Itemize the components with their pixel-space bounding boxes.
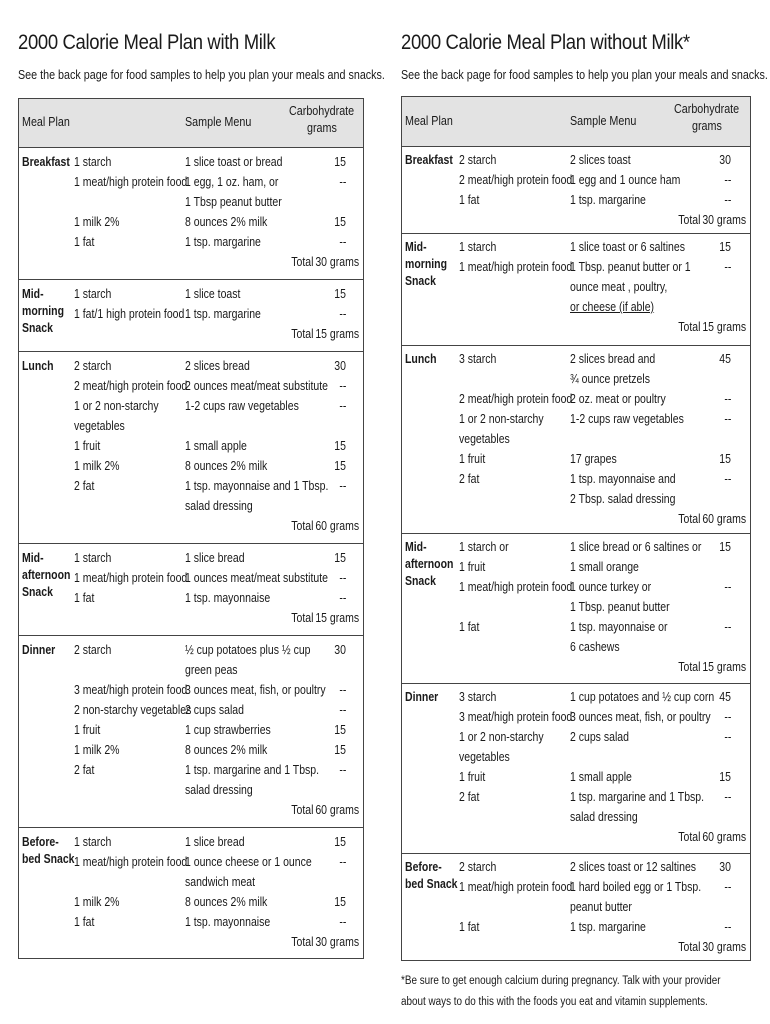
menu-cell: 1 cup potatoes and ½ cup corn [570, 690, 715, 704]
plan-cell: 1 starch [74, 835, 112, 849]
plan-cell: 1 starch or [459, 540, 509, 554]
total-value: 15 grams [702, 660, 746, 674]
plan-cell: 1 fat [459, 620, 480, 634]
total-label: Total [677, 320, 700, 334]
grams-cell: 45 [719, 352, 731, 366]
plan-cell: 1 meat/high protein food [74, 855, 188, 869]
page-title: 2000 Calorie Meal Plan with Milk [18, 30, 276, 54]
table-row [402, 150, 750, 170]
plan-cell: 1 fruit [459, 452, 486, 466]
total-value: 30 grams [315, 935, 359, 949]
total-row [19, 324, 363, 344]
grams-cell: -- [339, 763, 346, 777]
header-grams: grams [307, 121, 337, 135]
plan-cell: 1 milk 2% [74, 215, 120, 229]
grams-cell: 30 [719, 860, 731, 874]
grams-cell: -- [339, 235, 346, 249]
table-row [19, 760, 363, 780]
grams-cell: 15 [334, 287, 346, 301]
total-label: Total [677, 512, 700, 526]
menu-cell: ¾ ounce pretzels [570, 372, 650, 386]
table-row [402, 557, 750, 577]
total-value: 15 grams [315, 611, 359, 625]
menu-cell: 2 cups salad [185, 703, 244, 717]
table-row [402, 597, 750, 617]
menu-cell: 8 ounces 2% milk [185, 459, 268, 473]
meal-section [19, 636, 363, 828]
table-row [19, 476, 363, 496]
menu-cell: 1 tsp. margarine [570, 920, 646, 934]
table-row [402, 190, 750, 210]
menu-cell: 1 slice bread or 6 saltines or [570, 540, 702, 554]
menu-cell: 3 ounces meat, fish, or poultry [570, 710, 711, 724]
menu-cell: 1 tsp. margarine [185, 307, 261, 321]
table-row [19, 660, 363, 680]
meal-name: Before- bed Snack [22, 835, 75, 866]
menu-cell: 2 slices toast or 12 saltines [570, 860, 697, 874]
table-row [402, 577, 750, 597]
menu-cell: 1 egg, 1 oz. ham, or [185, 175, 279, 189]
menu-cell: 1 slice bread [185, 551, 245, 565]
menu-cell: 1 slice toast [185, 287, 241, 301]
grams-cell: 15 [334, 439, 346, 453]
grams-cell: -- [339, 307, 346, 321]
total-row [19, 252, 363, 272]
menu-cell: ½ cup potatoes plus ½ cup [185, 643, 311, 657]
grams-cell: -- [339, 399, 346, 413]
grams-cell: 15 [334, 215, 346, 229]
grams-cell: -- [339, 683, 346, 697]
header-meal-plan: Meal Plan [405, 113, 453, 128]
menu-cell: 1 cup strawberries [185, 723, 271, 737]
plan-cell: 1 milk 2% [74, 895, 120, 909]
menu-cell: 17 grapes [570, 452, 617, 466]
menu-cell: 2 slices bread and [570, 352, 656, 366]
total-row [402, 317, 750, 337]
table-row [19, 680, 363, 700]
grams-cell: 15 [719, 240, 731, 254]
meal-section [19, 828, 363, 958]
total-label: Total [290, 803, 313, 817]
meal-name: Breakfast [22, 155, 70, 169]
table-row [19, 720, 363, 740]
plan-cell: 2 meat/high protein food [74, 379, 188, 393]
grams-cell: 15 [719, 770, 731, 784]
grams-cell: -- [339, 703, 346, 717]
total-row [402, 937, 750, 957]
table-row [402, 429, 750, 449]
table-header [19, 99, 363, 148]
footnote: *Be sure to get enough calcium during pregnancy. Talk with your provider about ways to do this with the foods you eat and vitamin supplements. [401, 975, 721, 1008]
meal-name: Lunch [22, 359, 54, 373]
header-meal-plan: Meal Plan [22, 115, 70, 129]
meal-section [19, 544, 363, 636]
table-row [402, 707, 750, 727]
total-label: Total [290, 255, 313, 269]
plan-cell: 1 starch [74, 287, 112, 301]
table-row [19, 568, 363, 588]
meal-name: Dinner [405, 690, 439, 704]
plan-cell: 1 or 2 non-starchy [459, 412, 544, 426]
plan-cell: 3 meat/high protein food [74, 683, 188, 697]
grams-cell: -- [724, 730, 731, 744]
plan-cell: 1 meat/high protein food [74, 571, 188, 585]
menu-cell: salad dressing [570, 810, 638, 824]
table-row [19, 436, 363, 456]
plan-cell: 2 non-starchy vegetables [74, 703, 192, 717]
page-subtitle: See the back page for food samples to help you plan your meals and snacks. [401, 68, 768, 82]
total-row [402, 827, 750, 847]
page-subtitle: See the back page for food samples to help you plan your meals and snacks. [18, 68, 385, 82]
plan-cell: 1 fat [74, 915, 95, 929]
table-row [402, 469, 750, 489]
table-row [402, 767, 750, 787]
table-row [402, 489, 750, 509]
plan-cell: 2 starch [74, 643, 112, 657]
menu-cell: 1 hard boiled egg or 1 Tbsp. [570, 880, 702, 894]
grams-cell: -- [339, 855, 346, 869]
grams-cell: 15 [334, 723, 346, 737]
plan-cell: 2 fat [74, 479, 95, 493]
header-carbohydrate: Carbohydrate [674, 102, 740, 116]
grams-cell: -- [724, 920, 731, 934]
plan-cell: 3 meat/high protein food [459, 710, 573, 724]
grams-cell: -- [724, 392, 731, 406]
table-row [402, 277, 750, 297]
plan-cell: 1 fat/1 high protein food [74, 307, 185, 321]
total-label: Total [677, 830, 700, 844]
plan-cell: 1 fruit [459, 770, 486, 784]
table-row [19, 456, 363, 476]
menu-cell: 1 tsp. mayonnaise [185, 591, 271, 605]
grams-cell: -- [724, 412, 731, 426]
plan-cell: 1 meat/high protein food [459, 580, 573, 594]
plan-cell: 1 starch [74, 155, 112, 169]
total-value: 30 grams [315, 255, 359, 269]
menu-cell: 2 oz. meat or poultry [570, 392, 666, 406]
grams-cell: 15 [334, 835, 346, 849]
table-row [402, 857, 750, 877]
table-row [402, 687, 750, 707]
grams-cell: -- [724, 260, 731, 274]
plan-cell: 1 or 2 non-starchy [74, 399, 159, 413]
total-row [19, 800, 363, 820]
menu-cell: 6 cashews [570, 640, 620, 654]
plan-cell: 2 fat [459, 790, 480, 804]
plan-cell: 1 or 2 non-starchy [459, 730, 544, 744]
grams-cell: -- [339, 591, 346, 605]
menu-cell: 1 tsp. mayonnaise and [570, 472, 676, 486]
table-row [402, 787, 750, 807]
meal-name: Breakfast [405, 153, 453, 167]
menu-cell: 2 Tbsp. salad dressing [570, 492, 676, 506]
meal-name: Mid- morning Snack [22, 287, 64, 335]
menu-cell: 1 small orange [570, 560, 639, 574]
table-row [19, 396, 363, 416]
table-row [19, 740, 363, 760]
meal-section [402, 147, 750, 234]
menu-cell: sandwich meat [185, 875, 256, 889]
menu-cell: 1 tsp. mayonnaise or [570, 620, 668, 634]
header-grams: grams [692, 119, 722, 133]
plan-cell: 1 milk 2% [74, 459, 120, 473]
table-row [402, 637, 750, 657]
table-row [19, 172, 363, 192]
plan-cell: 1 milk 2% [74, 743, 120, 757]
table-row [402, 257, 750, 277]
total-label: Total [677, 213, 700, 227]
meal-name: Dinner [22, 643, 56, 657]
total-row [19, 516, 363, 536]
menu-cell: 1 egg and 1 ounce ham [570, 173, 681, 187]
menu-cell: 1 slice toast or 6 saltines [570, 240, 685, 254]
header-carbohydrate: Carbohydrate [289, 104, 355, 118]
menu-cell: 2 slices toast [570, 153, 631, 167]
table-row [19, 640, 363, 660]
menu-cell: salad dressing [185, 783, 253, 797]
menu-cell: 1-2 cups raw vegetables [185, 399, 299, 413]
grams-cell: -- [724, 173, 731, 187]
plan-cell: 1 meat/high protein food [459, 880, 573, 894]
total-label: Total [677, 660, 700, 674]
table-row [402, 917, 750, 937]
plan-cell: 1 fruit [74, 723, 101, 737]
grams-cell: 45 [719, 690, 731, 704]
grams-cell: -- [339, 379, 346, 393]
menu-cell: 1 tsp. margarine and 1 Tbsp. [570, 790, 705, 804]
menu-cell: 1 tsp. mayonnaise [185, 915, 271, 929]
menu-cell: 8 ounces 2% milk [185, 895, 268, 909]
plan-cell: 2 starch [459, 860, 497, 874]
meal-section [402, 234, 750, 346]
menu-cell: 1 tsp. margarine [185, 235, 261, 249]
table-row [402, 369, 750, 389]
total-value: 30 grams [702, 940, 746, 954]
table-row [19, 152, 363, 172]
grams-cell: 15 [334, 155, 346, 169]
plan-cell: 1 fat [459, 193, 480, 207]
table-row [19, 376, 363, 396]
table-row [402, 449, 750, 469]
grams-cell: -- [724, 580, 731, 594]
total-label: Total [290, 519, 313, 533]
grams-cell: 30 [334, 643, 346, 657]
meal-plan-table [18, 98, 364, 959]
menu-cell: 1 ounces meat/meat substitute [185, 571, 328, 585]
menu-cell: 8 ounces 2% milk [185, 215, 268, 229]
plan-cell: 1 fruit [459, 560, 486, 574]
total-row [19, 608, 363, 628]
grams-cell: 15 [719, 540, 731, 554]
plan-cell: 1 meat/high protein food [74, 175, 188, 189]
table-row [19, 232, 363, 252]
menu-cell: 1 Tbsp peanut butter [185, 195, 282, 209]
table-row [19, 700, 363, 720]
total-label: Total [290, 611, 313, 625]
table-row [19, 416, 363, 436]
meal-section [402, 346, 750, 534]
table-row [19, 912, 363, 932]
menu-cell: 1 tsp. margarine and 1 Tbsp. [185, 763, 320, 777]
plan-cell: 1 meat/high protein food [459, 260, 573, 274]
grams-cell: 30 [719, 153, 731, 167]
table-row [402, 297, 750, 317]
header-sample-menu: Sample Menu [185, 115, 252, 129]
total-row [402, 509, 750, 529]
plan-cell: 3 starch [459, 352, 497, 366]
meal-section [402, 854, 750, 960]
meal-section [19, 280, 363, 352]
table-row [19, 832, 363, 852]
grams-cell: -- [724, 620, 731, 634]
grams-cell: 15 [719, 452, 731, 466]
plan-cell: 1 fruit [74, 439, 101, 453]
table-row [19, 892, 363, 912]
plan-cell: vegetables [74, 419, 125, 433]
plan-cell: 1 fat [74, 235, 95, 249]
meal-name: Mid- afternoon Snack [405, 540, 454, 588]
total-row [402, 210, 750, 230]
grams-cell: 15 [334, 459, 346, 473]
table-row [402, 349, 750, 369]
plan-cell: 2 meat/high protein food [459, 173, 573, 187]
table-row [402, 747, 750, 767]
meal-section [19, 352, 363, 544]
table-row [402, 409, 750, 429]
total-value: 60 grams [315, 803, 359, 817]
meal-name: Mid- morning Snack [405, 240, 447, 288]
total-value: 60 grams [702, 512, 746, 526]
plan-cell: 1 starch [459, 240, 497, 254]
table-row [402, 897, 750, 917]
table-row [19, 872, 363, 892]
plan-cell: 2 starch [74, 359, 112, 373]
grams-cell: -- [339, 915, 346, 929]
table-row [402, 727, 750, 747]
total-label: Total [677, 940, 700, 954]
total-row [19, 932, 363, 952]
table-row [19, 356, 363, 376]
meal-plan-table [401, 96, 751, 961]
menu-cell: green peas [185, 663, 238, 677]
menu-cell: 1 Tbsp. peanut butter or 1 [570, 260, 691, 274]
menu-cell: 1-2 cups raw vegetables [570, 412, 684, 426]
menu-cell: 1 Tbsp. peanut butter [570, 600, 670, 614]
total-value: 30 grams [702, 213, 746, 227]
menu-cell: 1 small apple [570, 770, 632, 784]
table-row [19, 852, 363, 872]
table-row [19, 192, 363, 212]
menu-cell: 1 tsp. mayonnaise and 1 Tbsp. [185, 479, 329, 493]
total-value: 15 grams [315, 327, 359, 341]
menu-cell: salad dressing [185, 499, 253, 513]
plan-cell: vegetables [459, 432, 510, 446]
plan-cell: 2 fat [74, 763, 95, 777]
menu-cell: 1 tsp. margarine [570, 193, 646, 207]
grams-cell: -- [724, 193, 731, 207]
header-sample-menu: Sample Menu [570, 113, 637, 128]
meal-name: Before- bed Snack [405, 860, 458, 891]
meal-name: Mid- afternoon Snack [22, 551, 71, 599]
grams-cell: -- [339, 175, 346, 189]
menu-cell: 1 ounce cheese or 1 ounce [185, 855, 312, 869]
grams-cell: -- [339, 479, 346, 493]
menu-cell: 2 slices bread [185, 359, 250, 373]
table-row [19, 548, 363, 568]
meal-name: Lunch [405, 352, 437, 366]
table-row [19, 304, 363, 324]
table-header [402, 97, 750, 147]
table-row [19, 284, 363, 304]
total-label: Total [290, 327, 313, 341]
table-row [19, 496, 363, 516]
table-row [19, 212, 363, 232]
table-row [402, 537, 750, 557]
menu-cell: 1 slice bread [185, 835, 245, 849]
plan-cell: 1 starch [74, 551, 112, 565]
meal-section [402, 684, 750, 854]
table-row [402, 389, 750, 409]
page-title: 2000 Calorie Meal Plan without Milk* [401, 30, 690, 54]
grams-cell: 30 [334, 359, 346, 373]
grams-cell: 15 [334, 895, 346, 909]
table-row [402, 807, 750, 827]
total-label: Total [290, 935, 313, 949]
menu-cell: 1 ounce turkey or [570, 580, 652, 594]
meal-section [19, 148, 363, 280]
grams-cell: -- [724, 880, 731, 894]
grams-cell: -- [724, 790, 731, 804]
total-value: 60 grams [702, 830, 746, 844]
total-row [402, 657, 750, 677]
grams-cell: 15 [334, 551, 346, 565]
table-row [402, 877, 750, 897]
grams-cell: -- [339, 571, 346, 585]
plan-cell: 1 fat [74, 591, 95, 605]
table-row [19, 588, 363, 608]
menu-cell: 8 ounces 2% milk [185, 743, 268, 757]
menu-cell: or cheese (if able) [570, 300, 655, 314]
plan-cell: 2 fat [459, 472, 480, 486]
plan-cell: vegetables [459, 750, 510, 764]
menu-cell: 1 small apple [185, 439, 247, 453]
total-value: 15 grams [702, 320, 746, 334]
table-row [19, 780, 363, 800]
menu-cell: 2 ounces meat/meat substitute [185, 379, 328, 393]
menu-cell: ounce meat , poultry, [570, 280, 668, 294]
menu-cell: 1 slice toast or bread [185, 155, 283, 169]
plan-cell: 2 starch [459, 153, 497, 167]
menu-cell: 2 cups salad [570, 730, 629, 744]
plan-cell: 2 meat/high protein food [459, 392, 573, 406]
grams-cell: -- [724, 710, 731, 724]
menu-cell: peanut butter [570, 900, 632, 914]
total-value: 60 grams [315, 519, 359, 533]
table-row [402, 237, 750, 257]
table-row [402, 617, 750, 637]
meal-section [402, 534, 750, 684]
plan-cell: 1 fat [459, 920, 480, 934]
table-row [402, 170, 750, 190]
grams-cell: 15 [334, 743, 346, 757]
grams-cell: -- [724, 472, 731, 486]
plan-cell: 3 starch [459, 690, 497, 704]
menu-cell: 3 ounces meat, fish, or poultry [185, 683, 326, 697]
